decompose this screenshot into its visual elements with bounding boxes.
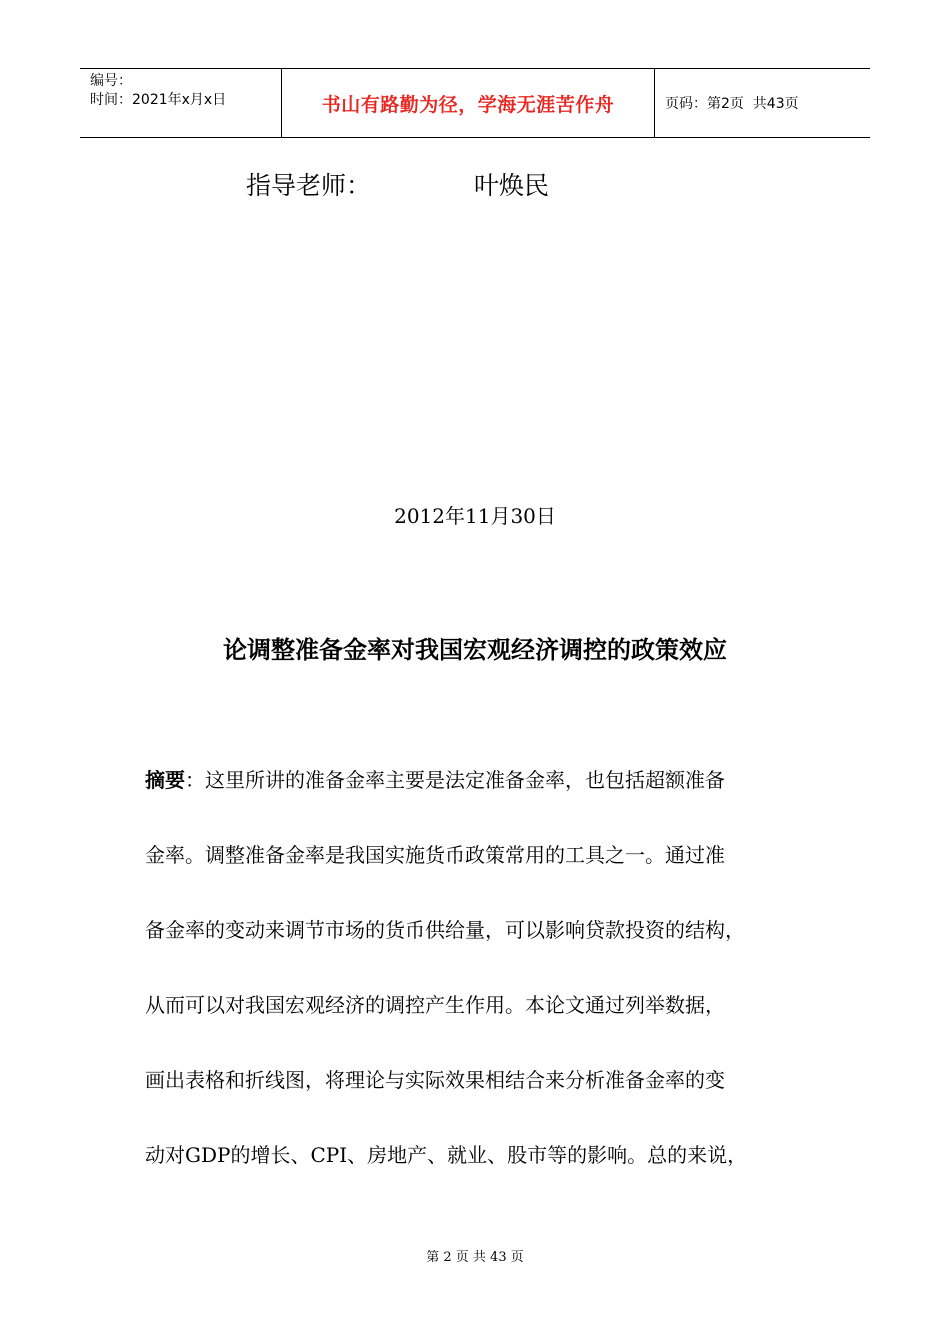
- header-motto: 书山有路勤为径，学海无涯苦作舟: [281, 69, 655, 137]
- advisor-line: [246, 166, 550, 202]
- advisor-name: 叶焕民: [474, 171, 550, 200]
- abstract-line: 金率。调整准备金率是我国实施货币政策常用的工具之一。通过准: [145, 843, 725, 867]
- abstract-first-line: ：这里所讲的准备金率主要是法定准备金率，也包括超额准备: [185, 768, 725, 792]
- advisor-label: 指导老师：: [246, 171, 372, 200]
- abstract: [145, 764, 835, 1214]
- document-date: 2012年11月30日: [394, 504, 556, 528]
- header-meta: [80, 69, 281, 137]
- abstract-line: [145, 764, 835, 839]
- page-header: [80, 68, 870, 138]
- paper-title: 论调整准备金率对我国宏观经济调控的政策效应: [223, 636, 727, 664]
- number-label: 编号：: [90, 73, 132, 89]
- abstract-line: 从而可以对我国宏观经济的调控产生作用。本论文通过列举数据，: [145, 993, 725, 1017]
- header-page-info: 页码：第2页 共43页: [665, 96, 799, 112]
- abstract-line: 备金率的变动来调节市场的货币供给量，可以影响贷款投资的结构，: [145, 918, 745, 942]
- abstract-label: 摘要: [145, 768, 185, 792]
- abstract-line: 画出表格和折线图，将理论与实际效果相结合来分析准备金率的变: [145, 1068, 725, 1092]
- abstract-line: 动对GDP的增长、CPI、房地产、就业、股市等的影响。总的来说，: [145, 1143, 748, 1167]
- time-label: 时间：2021年x月x日: [90, 92, 227, 108]
- page-footer: 第 2 页 共 43 页: [426, 1250, 524, 1265]
